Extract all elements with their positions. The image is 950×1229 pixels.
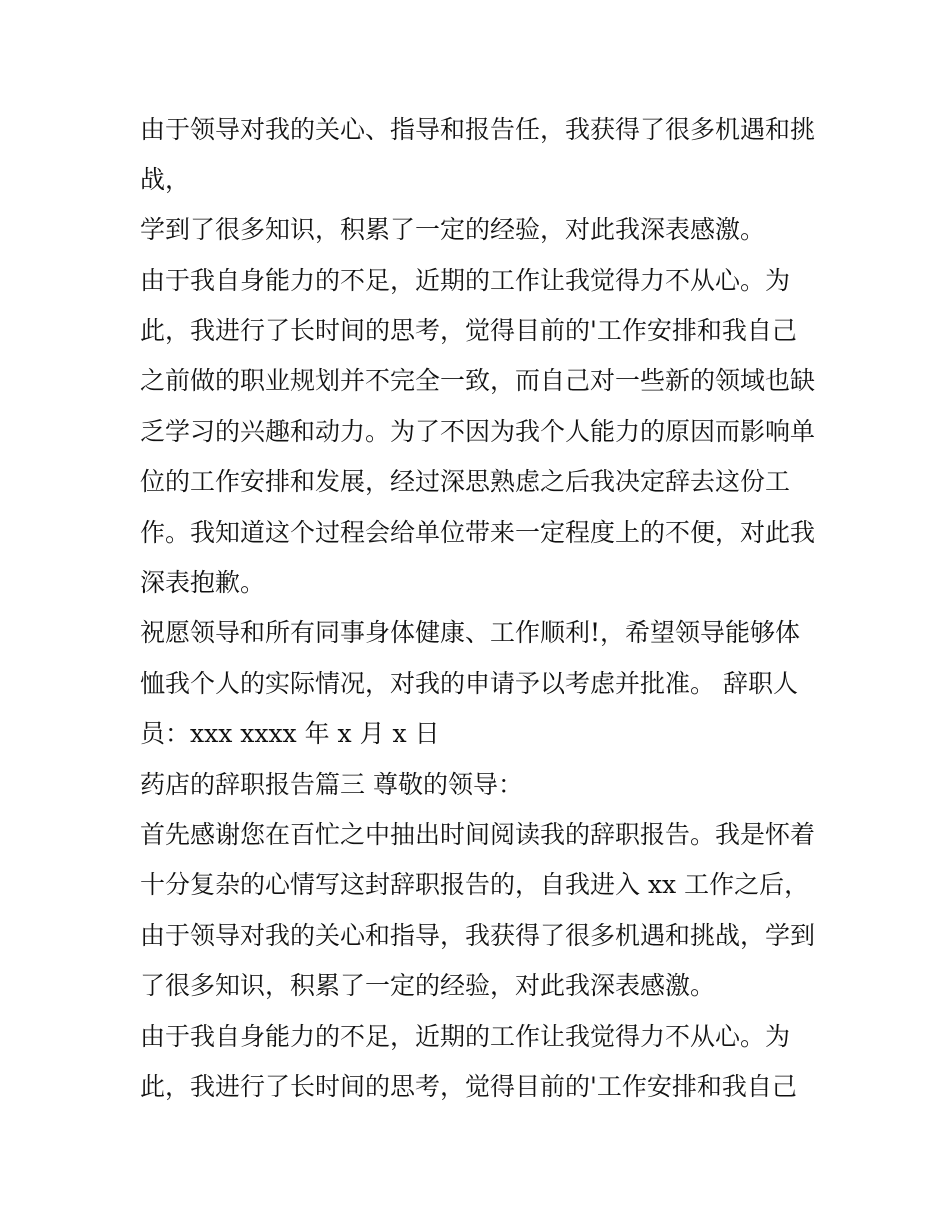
text-line: 战， (140, 165, 191, 194)
text-line: 乏学习的兴趣和动力。为了不因为我个人能力的原因而影响单 (140, 417, 816, 446)
text-line: 学到了很多知识，积累了一定的经验，对此我深表感激。 (140, 215, 766, 244)
text-line: 员：xxx xxxx 年 x 月 x 日 (140, 719, 440, 748)
text-line: 此，我进行了长时间的思考，觉得目前的'工作安排和我自己 (140, 316, 797, 345)
text-line: 药店的辞职报告篇三 尊敬的领导： (140, 770, 523, 799)
text-line: 之前做的职业规划并不完全一致，而自己对一些新的领域也缺 (140, 366, 816, 395)
text-line: 此，我进行了长时间的思考，觉得目前的'工作安排和我自己 (140, 1072, 797, 1101)
text-line: 由于领导对我的关心和指导，我获得了很多机遇和挑战，学到 (140, 921, 816, 950)
text-line: 由于领导对我的关心、指导和报告任，我获得了很多机遇和挑 (140, 115, 816, 144)
text-line: 位的工作安排和发展，经过深思熟虑之后我决定辞去这份工 (140, 467, 791, 496)
text-line: 作。我知道这个过程会给单位带来一定程度上的不便，对此我 (140, 518, 816, 547)
text-line: 由于我自身能力的不足，近期的工作让我觉得力不从心。为 (140, 1022, 791, 1051)
text-line: 十分复杂的心情写这封辞职报告的，自我进入 xx 工作之后， (140, 870, 810, 899)
text-line: 恤我个人的实际情况，对我的申请予以考虑并批准。 辞职人 (140, 669, 798, 698)
text-line: 了很多知识，积累了一定的经验，对此我深表感激。 (140, 971, 716, 1000)
text-line: 祝愿领导和所有同事身体健康、工作顺利!，希望领导能够体 (140, 618, 801, 647)
text-line: 由于我自身能力的不足，近期的工作让我觉得力不从心。为 (140, 266, 791, 295)
text-line: 首先感谢您在百忙之中抽出时间阅读我的辞职报告。我是怀着 (140, 820, 816, 849)
text-line: 深表抱歉。 (140, 568, 266, 597)
